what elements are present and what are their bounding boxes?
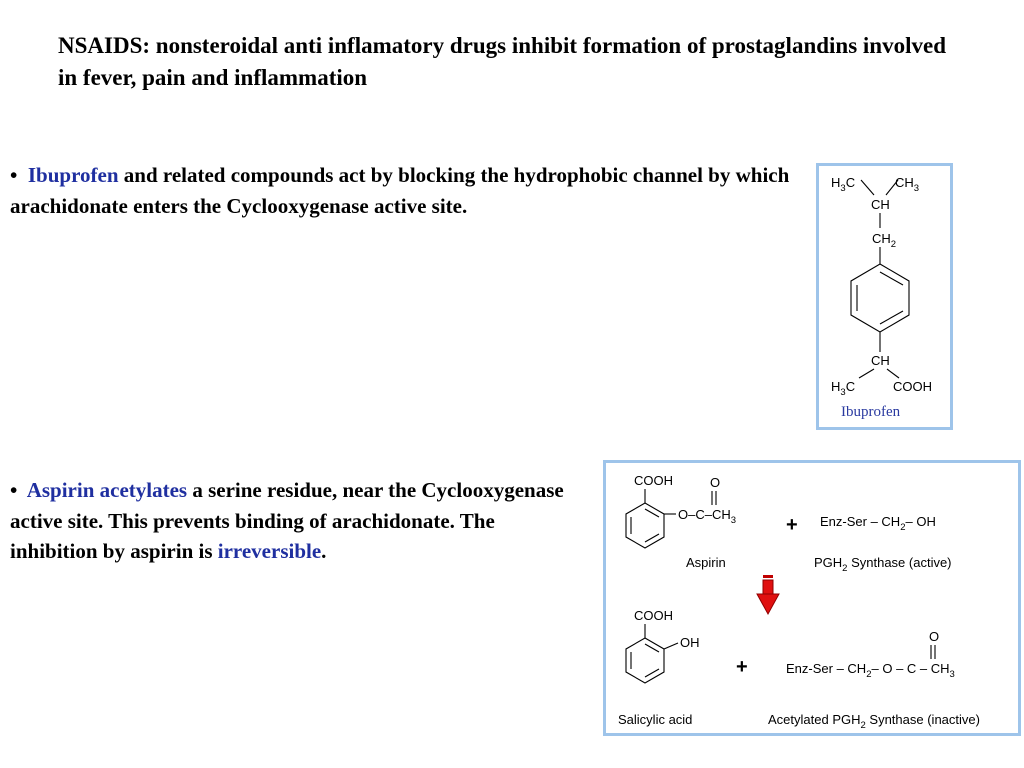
bond	[859, 369, 874, 378]
bond	[664, 643, 678, 649]
aspirin-ester-label: $O-C-CH_3$	[678, 507, 737, 526]
oh-label: OH	[680, 635, 700, 650]
slide-title: NSAIDS: nonsteroidal anti inflamatory drugs inhibit formation of prostaglandins involved in fever, pain and inflammation	[58, 33, 946, 90]
ibuprofen-paragraph	[10, 160, 800, 221]
aspirin-cooh-label: COOH	[634, 473, 673, 488]
salicylic-benzene-ring	[626, 638, 664, 683]
reaction-arrow-icon	[757, 575, 779, 614]
ibuprofen-highlight: Ibuprofen	[27, 163, 119, 187]
irreversible-highlight: irreversible	[217, 539, 322, 563]
ch-lower-label: CH	[871, 353, 890, 368]
aspirin-paragraph	[10, 475, 585, 567]
bullet: •	[10, 163, 18, 187]
ch2-label: $CH_2$	[872, 231, 897, 250]
aspirin-text: a serine residue, near the Cyclooxygenase active site. This prevents binding of arachidonate. The inhibition by aspirin is	[10, 478, 564, 563]
aspirin-carbonyl-o: O	[710, 475, 721, 490]
aspirin-text-end: .	[321, 539, 327, 563]
aspirin-highlight: Aspirin acetylates	[26, 478, 188, 502]
bond	[887, 369, 899, 378]
h3c-label: $H_3C$	[831, 175, 856, 194]
acetylated-carbonyl-o: O	[929, 629, 940, 644]
cooh-label: COOH	[893, 379, 932, 394]
ibuprofen-structure-figure	[816, 163, 953, 430]
benzene-ring	[851, 264, 909, 332]
salicylic-acid-label: Salicylic acid	[618, 712, 693, 727]
ch-label: CH	[871, 197, 890, 212]
h3c-lower-label: $H_3C$	[831, 379, 856, 398]
enzyme-acetylated-label: $Enz-Ser - CH_2-$ O – C – $CH_3$	[786, 661, 955, 680]
aspirin-label: Aspirin	[686, 555, 726, 570]
plus-sign-top: +	[786, 514, 798, 536]
bond	[861, 180, 874, 195]
ibuprofen-text: and related compounds act by blocking the hydrophobic channel by which arachidonate enters the Cyclooxygenase active site.	[10, 163, 790, 218]
pgh-active-label: $PGH_2$ Synthase (active)	[814, 555, 952, 574]
enzyme-active-label: $Enz-Ser - CH_2-$ OH	[820, 514, 936, 533]
aspirin-benzene-ring	[626, 503, 664, 548]
aspirin-reaction-figure	[603, 460, 1021, 736]
ibuprofen-structure-diagram	[819, 166, 950, 427]
acetylated-pgh-label: Acetylated $PGH_2$ Synthase (inactive)	[768, 712, 980, 731]
ch3-label: $CH_3$	[895, 175, 920, 194]
bullet: •	[10, 478, 18, 502]
salicylic-cooh-label: COOH	[634, 608, 673, 623]
aspirin-reaction-diagram	[606, 463, 1018, 733]
ibuprofen-caption: Ibuprofen	[841, 404, 901, 420]
plus-sign-bottom: +	[736, 656, 748, 678]
